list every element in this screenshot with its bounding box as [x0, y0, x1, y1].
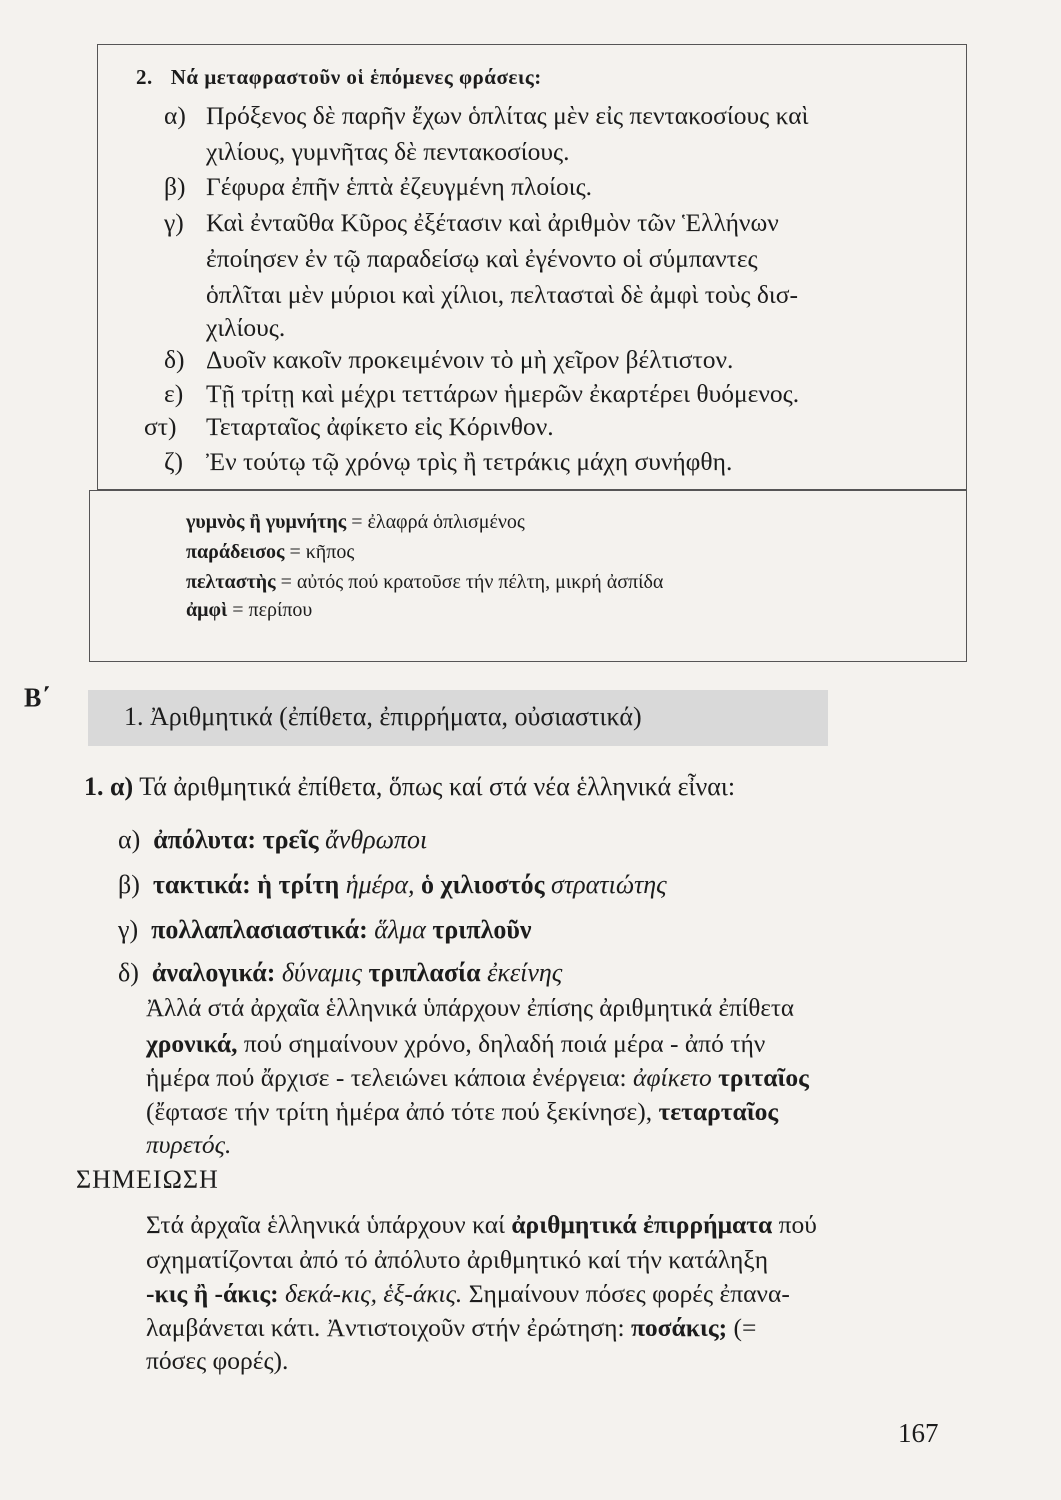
note-text: πού: [772, 1210, 817, 1239]
list-item: [118, 915, 531, 945]
note-line: [146, 1313, 756, 1343]
exercise-number: 2.: [136, 65, 153, 89]
glossary-definition: περίπου: [248, 599, 313, 621]
list-term: τακτικά:: [152, 870, 251, 899]
note-line: σχηματίζονται ἀπό τό ἀπόλυτο ἀριθμητικό καί τήν κατάληξη: [146, 1245, 769, 1274]
list-item: [118, 958, 562, 988]
exercise-item-label: ε): [164, 379, 184, 408]
list-term: ἀναλογικά:: [151, 958, 276, 987]
section-title: 1. Ἀριθμητικά (ἐπίθετα, ἐπιρρήματα, οὐσιαστικά): [124, 702, 642, 731]
section-badge: Β΄: [24, 683, 50, 712]
exercise-item-line: Δυοῖν κακοῖν προκειμένοιν τὸ μὴ χεῖρον βέλτιστον.: [206, 345, 734, 374]
note-italic: δεκά-κις, ἑξ-άκις.: [278, 1279, 463, 1308]
paragraph-italic: πυρετός.: [146, 1130, 232, 1159]
exercise-box: [97, 44, 967, 490]
list-example-italic: ἅλμα: [374, 915, 426, 944]
note-title: ΣΗΜΕΙΩΣΗ: [76, 1165, 219, 1194]
intro-number: 1.: [84, 772, 104, 801]
exercise-item-line: Τεταρταῖος ἀφίκετο εἰς Κόρινθον.: [206, 412, 554, 441]
list-term: ἀπόλυτα:: [153, 825, 257, 854]
paragraph-line: [146, 1097, 778, 1127]
glossary-entry: [186, 599, 312, 622]
paragraph-italic: ἀφίκετο: [633, 1063, 712, 1092]
exercise-item-label: β): [164, 172, 186, 201]
list-item: [118, 870, 667, 900]
list-example-bold: τριπλοῦν: [432, 915, 532, 944]
exercise-item-line: Τῇ τρίτῃ καὶ μέχρι τεττάρων ἡμερῶν ἐκαρτέρει θυόμενος.: [206, 379, 800, 408]
exercise-heading: [136, 65, 542, 90]
list-example-bold: τριπλασία: [368, 958, 481, 987]
page-number: 167: [898, 1418, 939, 1448]
exercise-item-line: Καὶ ἐνταῦθα Κῦρος ἐξέτασιν καὶ ἀριθμὸν τῶν Ἑλλήνων: [206, 208, 779, 237]
list-example-italic: ἐκείνης: [487, 958, 563, 987]
note-text: λαμβάνεται κάτι. Ἀντιστοιχοῦν στήν ἐρώτηση:: [146, 1313, 631, 1342]
list-example-bold: ὁ χιλιοστός: [421, 870, 545, 899]
paragraph-line: [146, 1063, 809, 1093]
paragraph-bold: τριταῖος: [711, 1063, 809, 1092]
glossary-term: ἀμφὶ: [186, 599, 228, 621]
list-label: δ): [118, 958, 139, 987]
note-bold: -κις ἢ -άκις:: [146, 1279, 279, 1308]
paragraph-text: ἡμέρα πού ἄρχισε - τελειώνει κάποια ἐνέργεια:: [146, 1063, 634, 1092]
exercise-item-label: ζ): [164, 447, 184, 476]
paragraph-text: πού σημαίνουν χρόνο, δηλαδή ποιά μέρα - ἀπό τήν: [237, 1029, 766, 1058]
intro-label: α): [110, 772, 134, 801]
list-label: α): [118, 825, 141, 854]
note-line: [146, 1210, 817, 1240]
list-label: γ): [118, 915, 139, 944]
exercise-item-line: Πρόξενος δὲ παρῆν ἔχων ὁπλίτας μὲν εἰς πεντακοσίους καὶ: [206, 101, 809, 130]
glossary-equals: =: [232, 599, 244, 621]
note-bold: ἀριθμητικά ἐπιρρήματα: [511, 1210, 773, 1239]
list-example-italic: ἡμέρα,: [345, 870, 415, 899]
paragraph-line: [146, 1130, 231, 1160]
glossary-definition: αὐτός πού κρατοῦσε τήν πέλτη, μικρή ἀσπίδα: [296, 571, 664, 593]
exercise-item-line: ἐποίησεν ἐν τῷ παραδείσῳ καὶ ἐγένοντο οἱ σύμπαντες: [206, 244, 758, 273]
note-text: Σημαίνουν πόσες φορές ἐπανα-: [462, 1279, 790, 1308]
note-bold: ποσάκις;: [630, 1313, 728, 1342]
glossary-entry: [186, 511, 525, 534]
glossary-term: πελταστὴς: [186, 571, 276, 593]
note-line: πόσες φορές).: [146, 1346, 289, 1375]
glossary-definition: κῆπος: [305, 541, 355, 563]
exercise-item-line: Ἐν τούτῳ τῷ χρόνῳ τρὶς ἢ τετράκις μάχη συνήφθη.: [206, 447, 733, 476]
list-example-italic: ἄνθρωποι: [325, 825, 428, 854]
paragraph-text: (ἔφτασε τήν τρίτη ἡμέρα ἀπό τότε πού ξεκίνησε),: [146, 1097, 659, 1126]
list-item: [118, 825, 427, 855]
list-example-bold: ἡ τρίτη: [257, 870, 340, 899]
glossary-entry: [186, 541, 354, 564]
exercise-item-label: α): [164, 101, 186, 130]
exercise-item-line: χιλίους.: [206, 313, 286, 342]
glossary-equals: =: [289, 541, 301, 563]
exercise-item-label: στ): [144, 412, 177, 441]
note-text: (=: [727, 1313, 757, 1342]
paragraph-bold: χρονικά,: [146, 1029, 238, 1058]
intro-text: Τά ἀριθμητικά ἐπίθετα, ὅπως καί στά νέα ἑλληνικά εἶναι:: [139, 772, 736, 801]
paragraph-bold: τεταρταῖος: [658, 1097, 779, 1126]
exercise-item-label: γ): [164, 208, 184, 237]
glossary-term: γυμνὸς ἢ γυμνήτης: [186, 511, 347, 533]
note-line: [146, 1279, 790, 1309]
exercise-heading-text: Νά μεταφραστοῦν οἱ ἑπόμενες φράσεις:: [170, 65, 542, 89]
exercise-item-line: χιλίους, γυμνῆτας δὲ πεντακοσίους.: [206, 137, 570, 166]
glossary-entry: [186, 571, 663, 594]
list-term: πολλαπλασιαστικά:: [151, 915, 368, 944]
glossary-box: [89, 490, 967, 662]
glossary-equals: =: [280, 571, 292, 593]
exercise-item-line: Γέφυρα ἐπῆν ἑπτὰ ἐζευγμένη πλοίοις.: [206, 172, 593, 201]
paragraph-line: Ἀλλά στά ἀρχαῖα ἑλληνικά ὑπάρχουν ἐπίσης ἀριθμητικά ἐπίθετα: [146, 995, 794, 1022]
list-example-bold: τρεῖς: [262, 825, 319, 854]
intro-line: [84, 772, 735, 802]
list-example-italic: δύναμις: [281, 958, 362, 987]
glossary-equals: =: [351, 511, 363, 533]
paragraph-line: [146, 1029, 765, 1059]
exercise-item-line: ὁπλῖται μὲν μύριοι καὶ χίλιοι, πελτασταὶ δὲ ἀμφὶ τοὺς δισ-: [206, 280, 798, 309]
note-text: Στά ἀρχαῖα ἑλληνικά ὑπάρχουν καί: [146, 1210, 512, 1239]
glossary-term: παράδεισος: [186, 541, 285, 563]
exercise-item-label: δ): [164, 345, 185, 374]
glossary-definition: ἐλαφρά ὁπλισμένος: [367, 511, 525, 533]
list-example-italic: στρατιώτης: [551, 870, 667, 899]
list-label: β): [118, 870, 140, 899]
